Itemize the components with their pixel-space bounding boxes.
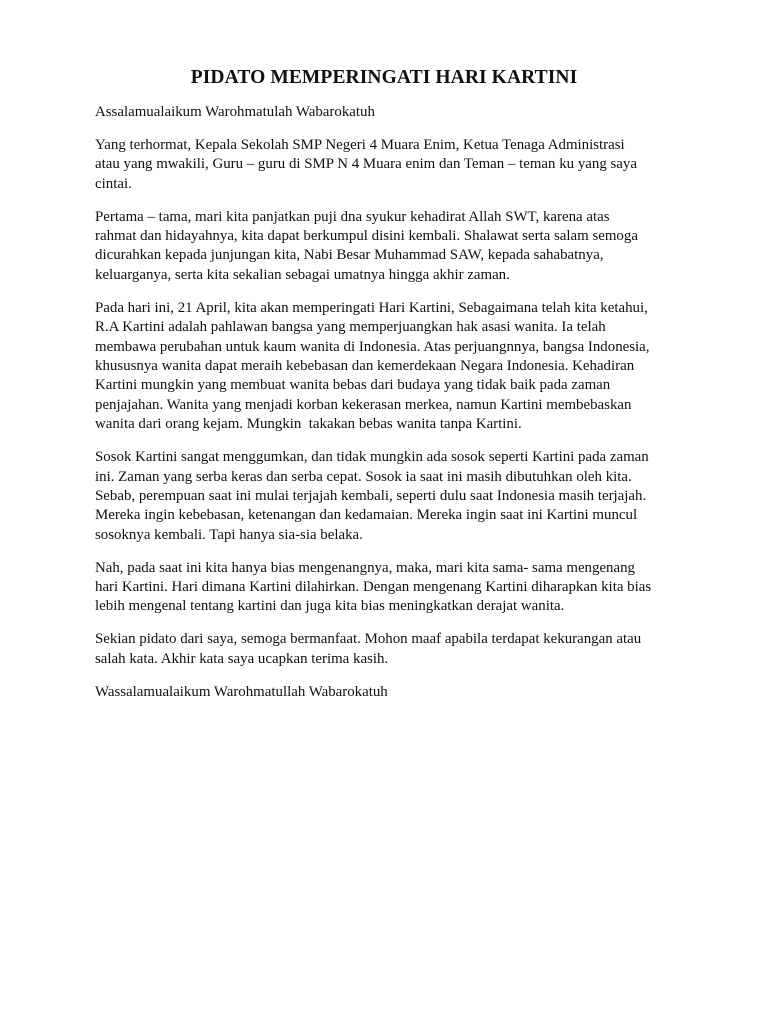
text-line: Sebab, perempuan saat ini mulai terjajah kembali, seperti dulu saat Indonesia masih terjajah. <box>95 487 647 504</box>
text-line: wanita dari orang kejam. Mungkin takakan bebas wanita tanpa Kartini. <box>95 416 522 433</box>
body-paragraph-2 <box>95 448 695 545</box>
farewell-paragraph <box>95 683 695 702</box>
text-line: dicurahkan kepada junjungan kita, Nabi Besar Muhammad SAW, kepada sahabatnya, <box>95 247 604 264</box>
text-line: cintai. <box>95 175 132 192</box>
text-line: salah kata. Akhir kata saya ucapkan terima kasih. <box>95 650 389 667</box>
text-line: Pada hari ini, 21 April, kita akan memperingati Hari Kartini, Sebagaimana telah kita ketahui, <box>95 299 648 316</box>
text-line: Kartini mungkin yang membuat wanita bebas dari budaya yang tidak baik pada zaman <box>95 377 611 394</box>
text-line: membawa perubahan untuk kaum wanita di Indonesia. Atas perjuangnnya, bangsa Indonesia, <box>95 338 650 355</box>
document-body <box>95 103 695 716</box>
text-line: penjajahan. Wanita yang menjadi korban kekerasan merkea, namun Kartini membebaskan <box>95 396 632 413</box>
text-line: hari Kartini. Hari dimana Kartini dilahirkan. Dengan mengenang Kartini diharapkan kita bias <box>95 579 652 596</box>
text-line: Sekian pidato dari saya, semoga bermanfaat. Mohon maaf apabila terdapat kekurangan atau <box>95 631 642 648</box>
text-line: Sosok Kartini sangat menggumkan, dan tidak mungkin ada sosok seperti Kartini pada zaman <box>95 449 649 466</box>
text-line: Pertama – tama, mari kita panjatkan puji dna syukur kehadirat Allah SWT, karena atas <box>95 208 610 225</box>
text-line: ini. Zaman yang serba keras dan serba cepat. Sosok ia saat ini masih dibutuhkan oleh kita. <box>95 468 632 485</box>
opening-paragraph <box>95 208 695 286</box>
text-line: Assalamualaikum Warohmatulah Wabarokatuh <box>95 104 375 120</box>
body-paragraph-1 <box>95 299 695 435</box>
text-line: rahmat dan hidayahnya, kita dapat berkumpul disini kembali. Shalawat serta salam semoga <box>95 228 638 245</box>
text-line: Nah, pada saat ini kita hanya bias mengenangnya, maka, mari kita sama- sama mengenang <box>95 559 636 576</box>
text-line: lebih mengenal tentang kartini dan juga kita bias meningkatkan derajat wanita. <box>95 598 565 615</box>
text-line: sosoknya kembali. Tapi hanya sia-sia belaka. <box>95 526 363 543</box>
text-line: atau yang mwakili, Guru – guru di SMP N 4 Muara enim dan Teman – teman ku yang saya <box>95 156 637 173</box>
document-title: PIDATO MEMPERINGATI HARI KARTINI <box>190 67 578 88</box>
text-line: keluarganya, serta kita sekalian sebagai umatnya hingga akhir zaman. <box>95 266 510 283</box>
text-line: khususnya wanita dapat meraih kebebasan dan kemerdekaan Negara Indonesia. Kehadiran <box>95 357 635 374</box>
text-line: Mereka ingin kebebasan, ketenangan dan kedamaian. Mereka ingin saat ini Kartini muncul <box>95 507 638 524</box>
salutation-paragraph <box>95 136 695 194</box>
closing-paragraph <box>95 630 695 669</box>
greeting-paragraph <box>95 103 695 122</box>
text-line: R.A Kartini adalah pahlawan bangsa yang memperjuangkan hak asasi wanita. Ia telah <box>95 319 606 336</box>
text-line: Yang terhormat, Kepala Sekolah SMP Negeri 4 Muara Enim, Ketua Tenaga Administrasi <box>95 136 625 153</box>
body-paragraph-3 <box>95 559 695 617</box>
text-line: Wassalamualaikum Warohmatullah Wabarokatuh <box>95 683 388 700</box>
